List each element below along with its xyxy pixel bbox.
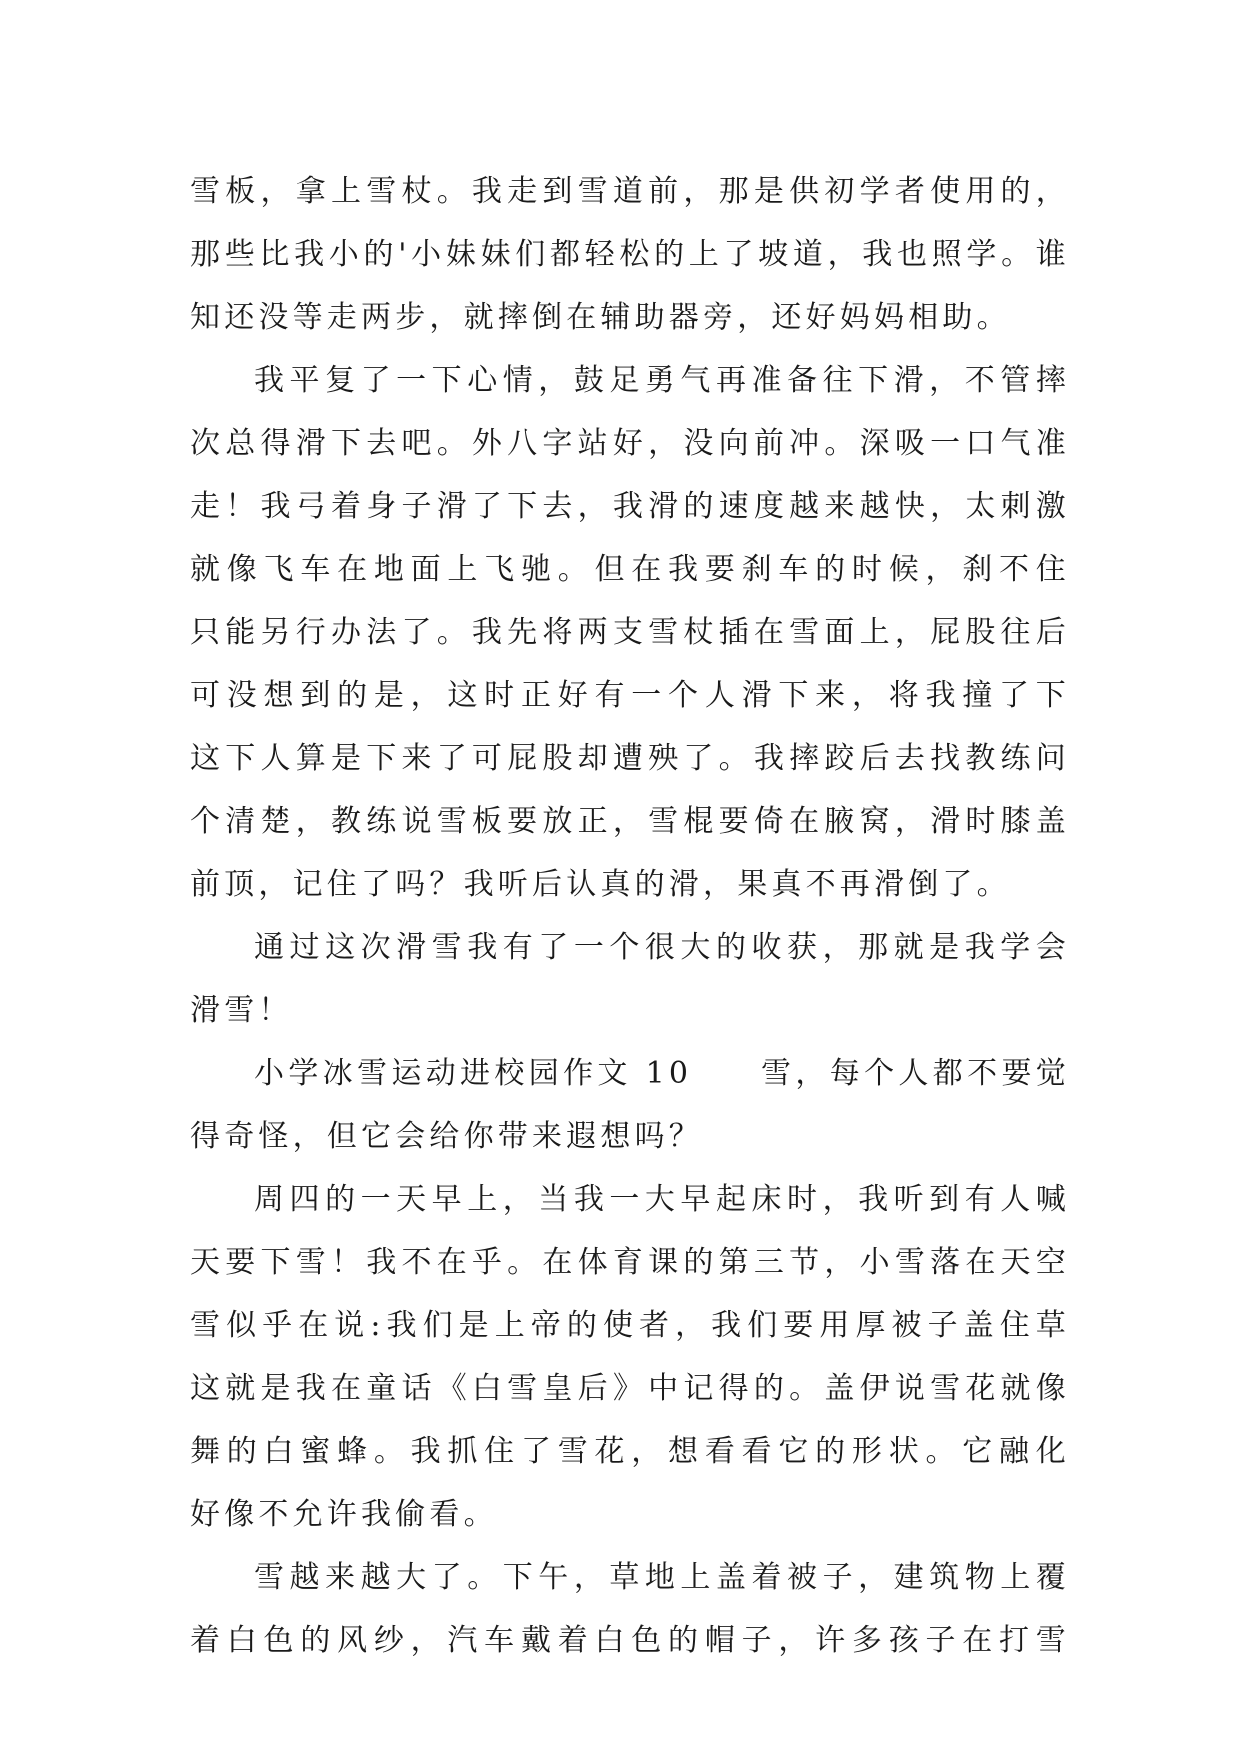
text-line: 个清楚，教练说雪板要放正，雪棍要倚在腋窝，滑时膝盖: [190, 804, 1070, 839]
text-line: 可没想到的是，这时正好有一个人滑下来，将我撞了下: [190, 678, 1070, 713]
text-line: 那些比我小的'小妹妹们都轻松的上了坡道，我也照学。谁: [190, 237, 1070, 272]
text-line: 得奇怪，但它会给你带来遐想吗？: [190, 1119, 703, 1154]
text-line: 就像飞车在地面上飞驰。但在我要刹车的时候，刹不住: [190, 552, 1070, 587]
paragraph-first-line: 雪越来越大了。下午，草地上盖着被子，建筑物上覆: [254, 1560, 1070, 1595]
text-line: 滑雪！: [190, 993, 293, 1028]
text-line: 次总得滑下去吧。外八字站好，没向前冲。深吸一口气准: [190, 426, 1070, 461]
text-line: 知还没等走两步，就摔倒在辅助器旁，还好妈妈相助。: [190, 300, 1011, 335]
text-line: 这下人算是下来了可屁股却遭殃了。我摔跤后去找教练问: [190, 741, 1070, 776]
paragraph-first-line: 我平复了一下心情，鼓足勇气再准备往下滑，不管摔: [254, 363, 1070, 398]
document-body: [190, 160, 1070, 1672]
section-heading-line: 小学冰雪运动进校园作文 10 雪，每个人都不要觉: [254, 1056, 1070, 1091]
paragraph-first-line: 通过这次滑雪我有了一个很大的收获，那就是我学会: [254, 930, 1070, 965]
text-line: 雪板，拿上雪杖。我走到雪道前，那是供初学者使用的，: [190, 174, 1070, 209]
text-line: 好像不允许我偷看。: [190, 1497, 498, 1532]
text-line: 这就是我在童话《白雪皇后》中记得的。盖伊说雪花就像: [190, 1371, 1070, 1406]
text-line: 只能另行办法了。我先将两支雪杖插在雪面上，屁股往后: [190, 615, 1070, 650]
text-line: 舞的白蜜蜂。我抓住了雪花，想看看它的形状。它融化: [190, 1434, 1070, 1469]
paragraph-first-line: 周四的一天早上，当我一大早起床时，我听到有人喊: [254, 1182, 1070, 1217]
text-line: 着白色的风纱，汽车戴着白色的帽子，许多孩子在打雪: [190, 1623, 1070, 1658]
text-line: 前顶，记住了吗？我听后认真的滑，果真不再滑倒了。: [190, 867, 1011, 902]
text-line: 雪似乎在说:我们是上帝的使者，我们要用厚被子盖住草: [190, 1308, 1070, 1343]
text-line: 天要下雪！我不在乎。在体育课的第三节，小雪落在天空: [190, 1245, 1070, 1280]
text-line: 走！我弓着身子滑了下去，我滑的速度越来越快，太刺激: [190, 489, 1070, 524]
